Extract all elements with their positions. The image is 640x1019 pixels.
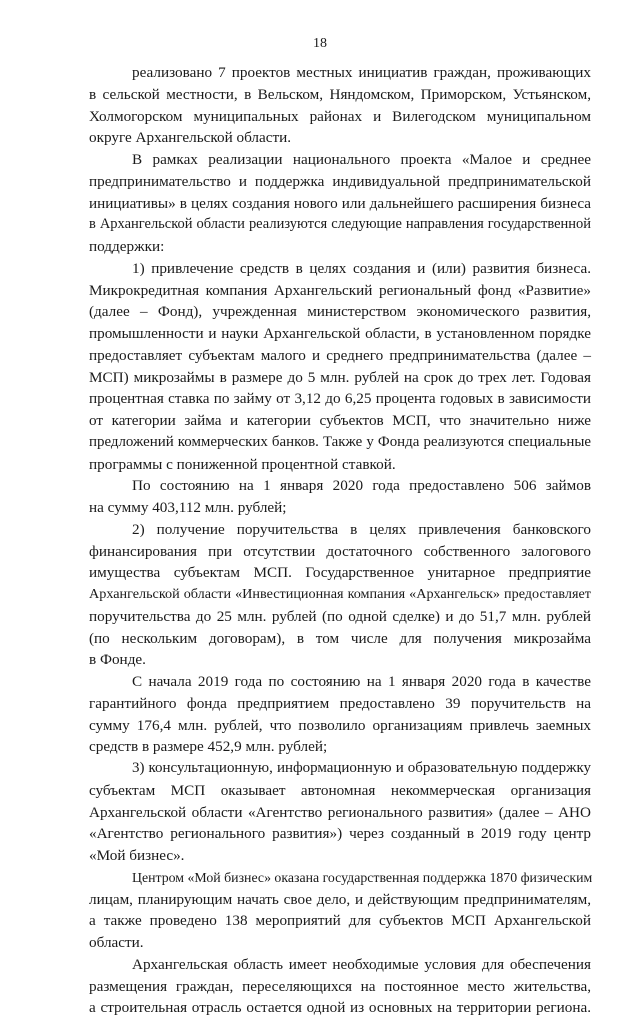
paragraph-line: имущества субъектам МСП. Государственное унитарное предприятие <box>89 564 591 582</box>
paragraph <box>89 149 591 258</box>
paragraph-line: МСП) микрозаймы в размере до 5 млн. рублей на срок до трех лет. Годовая <box>89 368 591 386</box>
paragraph-line: а строительная отрасль остается одной из основных на территории региона. <box>89 999 591 1017</box>
paragraph-line: С начала 2019 года по состоянию на 1 января 2020 года в качестве <box>132 673 591 690</box>
paragraph-line: 1) привлечение средств в целях создания и (или) развития бизнеса. <box>132 259 591 277</box>
paragraph-line: По состоянию на 1 января 2020 года предоставлено 506 займов <box>132 477 591 495</box>
paragraph-line: области. <box>89 934 144 951</box>
paragraph-line: 2) получение поручительства в целях привлечения банковского <box>132 520 591 538</box>
paragraph-line: 3) консультационную, информационную и образовательную поддержку <box>132 760 591 776</box>
paragraph-line: Центром «Мой бизнес» оказана государственная поддержка 1870 физическим <box>132 869 593 885</box>
page-number: 18 <box>313 36 327 51</box>
paragraph-line: Архангельской области «Агентство регионального развития» (далее – АНО <box>89 803 591 821</box>
paragraph-line: процентная ставка по займу от 3,12 до 6,25 процента годовых в зависимости <box>89 390 591 408</box>
paragraph-line: средств в размере 452,9 млн. рублей; <box>89 738 328 756</box>
paragraph <box>89 62 591 149</box>
paragraph-line: на сумму 403,112 млн. рублей; <box>89 499 287 516</box>
paragraph-line: (по нескольким договорам), в том числе для получения микрозайма <box>89 629 591 647</box>
paragraph <box>89 475 591 519</box>
paragraph-line: округе Архангельской области. <box>89 129 292 147</box>
paragraph-line: «Мой бизнес». <box>89 847 185 864</box>
paragraph-line: предпринимательство и поддержка индивидуальной предпринимательской <box>89 172 591 190</box>
document-body <box>89 62 591 1019</box>
paragraph-line: поддержки: <box>89 238 165 255</box>
paragraph-line: субъектам МСП оказывает автономная некоммерческая организация <box>89 781 591 799</box>
paragraph-line: сумму 176,4 млн. рублей, что позволило организациям привлечь заемных <box>89 716 591 734</box>
paragraph-line: промышленности и науки Архангельской области, в установленном порядке <box>89 325 591 342</box>
paragraph-line: «Агентство регионального развития») через созданный в 2019 году центр <box>89 825 591 843</box>
paragraph-line: В рамках реализации национального проекта «Малое и среднее <box>132 151 591 168</box>
paragraph-line: инициативы» в целях создания нового или дальнейшего расширения бизнеса <box>89 194 591 212</box>
paragraph-line: Холмогорском муниципальных районах и Вилегодском муниципальном <box>89 107 591 125</box>
paragraph-line: от категории займа и категории субъектов МСП, что значительно ниже <box>89 412 591 429</box>
paragraph <box>89 258 591 476</box>
paragraph-line: финансирования при отсутствии достаточного собственного залогового <box>89 542 591 560</box>
paragraph-line: программы с пониженной процентной ставкой. <box>89 455 396 473</box>
paragraph-line: Архангельская область имеет необходимые условия для обеспечения <box>132 955 591 973</box>
paragraph-line: в Фонде. <box>89 651 146 669</box>
paragraph-line: предоставляет субъектам малого и среднего предпринимательства (далее – <box>89 346 591 364</box>
paragraph <box>89 519 591 671</box>
paragraph-line: Микрокредитная компания Архангельский региональный фонд «Развитие» <box>89 281 591 299</box>
paragraph <box>89 758 591 867</box>
paragraph-line: размещения граждан, переселяющихся на постоянное место жительства, <box>89 977 591 995</box>
paragraph-line: лицам, планирующим начать свое дело, и действующим предпринимателям, <box>89 890 591 908</box>
paragraph <box>89 954 591 1019</box>
paragraph-line: предложений коммерческих банков. Также у Фонда реализуются специальные <box>89 433 591 450</box>
paragraph-line: в сельской местности, в Вельском, Няндомском, Приморском, Устьянском, <box>89 85 591 103</box>
paragraph-line: а также проведено 138 мероприятий для субъектов МСП Архангельской <box>89 912 591 930</box>
paragraph <box>89 867 591 954</box>
paragraph-line: Архангельской области «Инвестиционная компания «Архангельск» предоставляет <box>89 586 591 602</box>
paragraph-line: (далее – Фонд), учрежденная министерством экономического развития, <box>89 303 591 321</box>
paragraph-line: гарантийного фонда предприятием предоставлено 39 поручительств на <box>89 694 591 712</box>
paragraph-line: в Архангельской области реализуются следующие направления государственной <box>89 216 591 233</box>
paragraph-line: реализовано 7 проектов местных инициатив граждан, проживающих <box>132 64 591 81</box>
paragraph-line: поручительства до 25 млн. рублей (по одной сделке) и до 51,7 млн. рублей <box>89 607 591 625</box>
paragraph <box>89 671 591 758</box>
